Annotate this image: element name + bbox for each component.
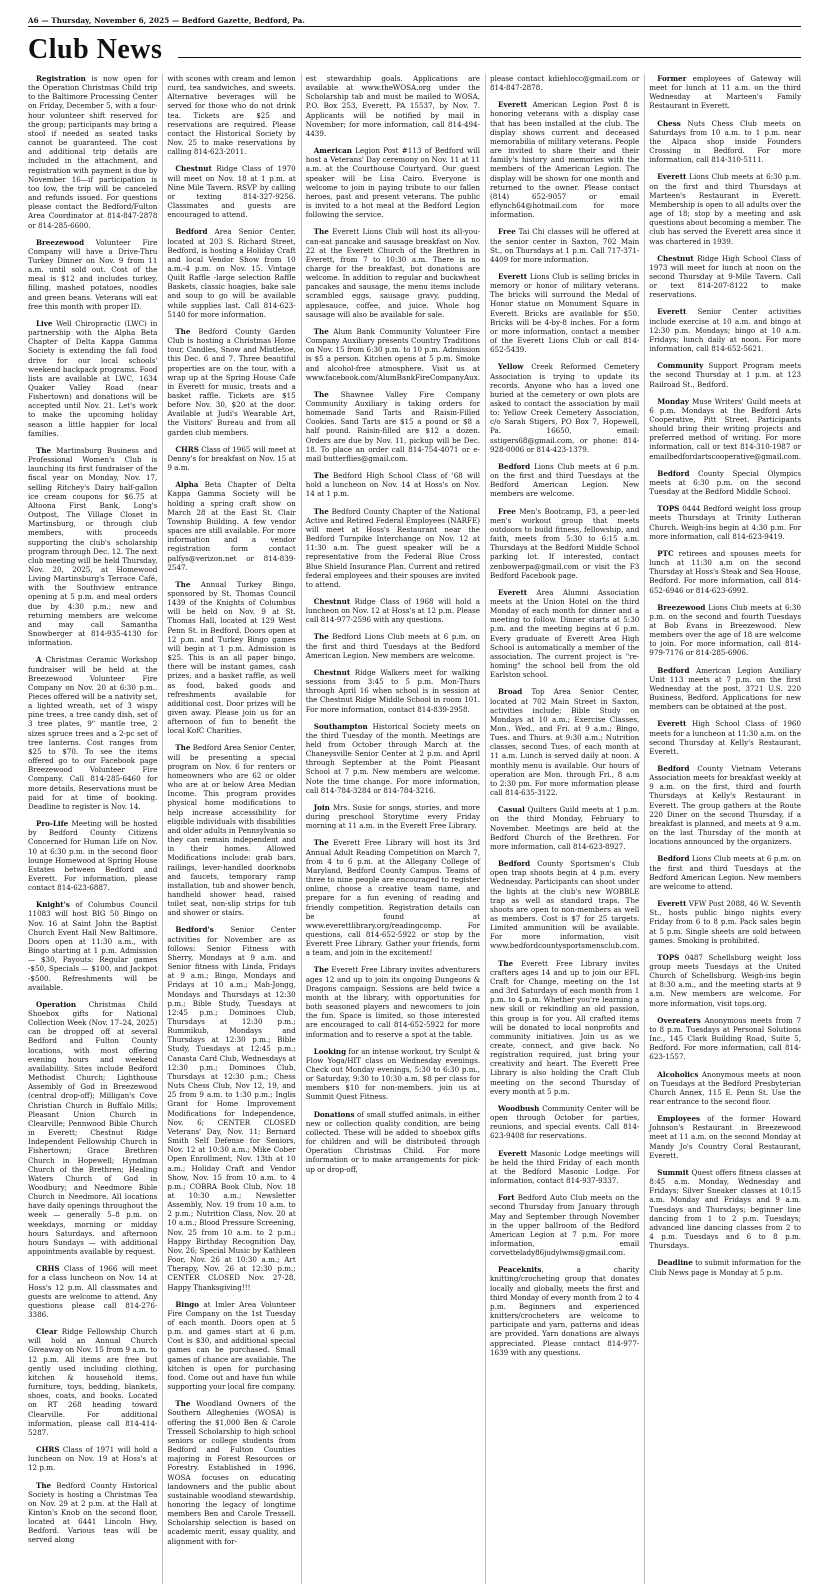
notice-lead: Live xyxy=(36,318,53,328)
club-notice xyxy=(167,227,295,319)
club-notice xyxy=(306,146,480,219)
club-notice xyxy=(490,588,639,680)
club-notice xyxy=(306,803,480,830)
club-notice xyxy=(649,254,801,300)
notice-body: Community Center will be open through October for parties, reunions, and special events. Call 814-623-9408 for reservations. xyxy=(490,1103,640,1141)
notice-body: Senior Center activities include exercise at 10 a.m. and bingo at 12:30 p.m. Mondays; bingo at 10 a.m. Fridays; lunch daily at noon. For more information, call 814-652-5621. xyxy=(649,307,801,354)
notice-body: Nuts Chess Club meets on Saturdays from 10 a.m. to 1 p.m. near the Alpaca shop inside Founders Crossing in Bedford. For more information, call 814-310-5111. xyxy=(649,118,801,165)
notice-lead: Breezewood xyxy=(657,602,706,612)
notice-body: American Legion Auxiliary Unit 113 meets at 7 p.m. on the first Wednesday at the post, 3721 U.S. 220 Business, Bedford. Applications for new members can be obtained at the post. xyxy=(649,665,801,712)
notice-lead: Knight's xyxy=(36,900,70,910)
notice-body: , a charity knitting/crocheting group that donates locally and globally, meets the first and third Monday of every month from 2 to 4 p.m. Beginners and experienced knitters/crocheters are welcome to participate and yarn, patterns and ideas are provided. Yarn donations are always appreciated. Please contact 814-977-1639 with any questions. xyxy=(490,1265,640,1357)
notice-lead: Alpha xyxy=(175,480,199,490)
column-5 xyxy=(644,74,801,1584)
club-notice xyxy=(490,959,639,1096)
notice-body: Everett Free Library will host its 3rd Annual Adult Reading Competition on March 7, from 4 to 6 p.m. at the Allegany College of Maryland, Bedford County Campus. Teams of three to nine people are encouraged to register online, choose a creative team name, and prepare for a fun evening of reading and friendly competition. Registration details can be found at www.everettlibrary.org/readingcomp. For questions, call 814-652-5922 or stop by the Everett Free Library. Gather your friends, form a team, and join in the excitement! xyxy=(305,838,481,958)
notice-lead: Former xyxy=(657,74,687,83)
notice-lead: Chestnut xyxy=(657,253,694,263)
club-notice xyxy=(490,859,639,951)
notice-body: County Vietnam Veterans Association meets for breakfast weekly at 9 a.m. on the first, third and fourth Thursdays at Kelly's Restaurant in Everett. The group gathers at the Route 220 Diner on the second Thursday, if a breakfast is planned, and meets at 9 a.m. on the last Thursday of the month at locations announced by the organizers. xyxy=(649,764,801,847)
notice-body: Bedford County Historical Society is hosting a Christmas Tea on Nov. 29 at 2 p.m. at the Hall at Kinton's Knob on the second floor, located at 6441 Lincoln Hwy, Bedford. Various teas will be served along xyxy=(28,1480,158,1545)
club-notice xyxy=(649,1016,801,1062)
notice-body: High School Class of 1960 meets for a luncheon at 11:30 a.m. on the second Thursday at Kelly's Restaurant, Everett. xyxy=(649,719,801,756)
notice-body: at Imler Area Volunteer Fire Company on the 1st Tuesday of each month. Doors open at 5 p.m. and games start at 6 p.m. Cost is $30, and additional special games can be purchased. Small games of chance are available. The kitchen is open for purchasing food. Come out and have fun while supporting your local fire company. xyxy=(167,1299,296,1392)
notice-body: Lions Club meets at 6:30 p.m. on the second and fourth Tuesdays at Bob Evans in Breezewood. New members over the age of 18 are welcome to join. For more information, call 814-979-7176 or 814-285-6906. xyxy=(649,602,801,658)
notice-lead: Registration xyxy=(36,74,86,83)
club-notice xyxy=(167,327,295,437)
column-3 xyxy=(301,74,480,1584)
notice-body: Legion Post #113 of Bedford will host a Veterans' Day ceremony on Nov. 11 at 11 a.m. at the Courthouse Courtyard. Our guest speaker will be Lisa Cairo. Everyone is welcome to join in paying tribute to our fallen heroes, past and present veterans. The public is invited to a hot meal at the Bedford Legion following the service. xyxy=(305,146,481,220)
club-notice xyxy=(28,900,157,992)
club-notice xyxy=(490,1104,639,1141)
notice-body: Volunteer Fire Company will have a Drive-Thru Turkey Dinner on Nov. 9 from 11 a.m. until sold out. Cost of the meal is $12 and includes turkey, filling, mashed potatoes, noodles and green beans. Veterans will eat free this month with proper ID. xyxy=(28,237,158,311)
notice-body: Bedford Auto Club meets on the second Thursday from January through May and September through November in the upper ballroom of the Bedford American Legion at 7 p.m. For more information, email corvettelady86judylwms@gmail.com. xyxy=(490,1193,640,1258)
club-notice xyxy=(490,687,639,797)
notice-lead: CHRS xyxy=(36,1445,60,1455)
notice-body: Area Senior Center, located at 203 S. Richard Street, Bedford, is hosting a Holiday Craft and local Vendor Show from 10 a.m.-4 p.m. on Nov. 15. Vintage Quilt Raffle -large selection Raffle Baskets, classic hoagies, bake sale and soup to go will be available while supplies last. Call 814-623-5140 for more information. xyxy=(167,227,296,319)
notice-body: County Special Olympics meets at 6:30 p.m. on the second Tuesday at the Bedford Middle School. xyxy=(649,468,801,497)
notice-lead: Alcoholics xyxy=(657,1069,699,1079)
club-notice xyxy=(306,1047,480,1102)
club-notice xyxy=(28,238,157,311)
column-1 xyxy=(28,74,157,1584)
folio-divider xyxy=(28,26,801,27)
notice-body: Class of 1966 will meet for a class luncheon on Nov. 14 at Hoss's 12 p.m. All classmates and guests are welcome to attend. Any questions please call 814-276-3386. xyxy=(28,1264,158,1319)
notice-lead: The xyxy=(313,965,329,975)
notice-lead: Operation xyxy=(36,999,77,1009)
notice-body: Woodland Owners of the Southern Alleghenies (WOSA) is offering the $1,000 Ben & Carole Tressell Scholarship to high school seniors or college students from Bedford and Fulton Counties majoring in Forest Resources or Forestry. Established in 1996, WOSA focuses on educating landowners and the public about sustainable woodland stewardship, honoring the legacy of longtime members Ben and Carole Tressell. Scholarship selection is based on academic merit, essay quality, and alignment with for- xyxy=(167,1399,296,1546)
notice-body: Christmas Ceramic Workshop fundraiser will be held at the Breezewood Volunteer Fire Company on Nov. 20 at 6:30 p.m.. Pieces offered will be a nativity set, a lighted wreath, set of 3 wispy pine trees, a tree candy dish, set of 3 tree plates, 9" mantle tree, 2 sizes spruce trees and a 2-pc set of tree lanterns. Cost ranges from $25 to $70. To see the items offered go to our Facebook page Breezewood Volunteer Fire Company. Call 814-285-6460 for more details. Reservations must be paid for at time of booking. Deadline to register is Nov. 14. xyxy=(28,655,158,811)
notice-body: Mrs. Susie for songs, stories, and more during preschool Storytime every Friday morning at 11 a.m. in the Everett Free Library. xyxy=(305,802,481,831)
notice-body: Everett Free Library invites crafters ages 14 and up to join our EFL Craft for Change, meeting on the 1st and 3rd Saturdays of each month from 1 p.m. to 4 p.m. Whether you're learning a new skill or rekindling an old passion, this group is for you. All crafted items will be donated to local nonprofits and community initiatives. Join us as we create, connect, and give back. No registration required, just bring your creativity and heart. The Everett Free Library is also holding the Craft Club meeting on the second Thursday of every month at 5 p.m. xyxy=(490,958,640,1096)
notice-lead: The xyxy=(175,1399,191,1409)
notice-body: Support Program meets the second Thursday at 1 p.m. at 123 Railroad St., Bedford. xyxy=(649,361,801,389)
notice-lead: The xyxy=(313,227,329,237)
notice-body: est stewardship goals. Applications are available at www.theWOSA.org under the Scholarship tab and must be mailed to WOSA, P.O. Box 253, Everett, PA 15537, by Nov. 7. Applicants will be notified by mail in November; for more information, call 814-494-4439. xyxy=(305,74,481,138)
club-notice xyxy=(649,361,801,388)
notice-body: Ridge Class of 1970 will meet on Nov. 18 at 1 p.m. at Nine Mile Tavern. RSVP by calling or texting 814-327-9256. Classmates and guests are encouraged to attend. xyxy=(167,164,296,220)
notice-lead: The xyxy=(313,471,329,481)
notice-lead: The xyxy=(498,958,514,968)
club-notice xyxy=(649,397,801,461)
notice-lead: The xyxy=(313,632,329,642)
notice-body: Bedford Lions Club meets at 6 p.m. on the first and third Tuesdays at the Bedford American Legion. New members are welcome. xyxy=(305,632,481,660)
club-notice xyxy=(490,272,639,354)
notice-lead: Employees xyxy=(657,1114,701,1124)
notice-lead: Looking xyxy=(313,1046,347,1056)
column-2 xyxy=(162,74,295,1584)
notice-lead: The xyxy=(36,445,52,455)
notice-lead: The xyxy=(175,326,191,336)
notice-body: of the former Howard Johnson's Restaurant in Breezewood meet at 11 a.m. on the second Monday at Mandy Jo's Country Coral Restaurant, Everett. xyxy=(649,1114,801,1160)
club-notice xyxy=(649,603,801,658)
notice-body: Martinsburg Business and Professional Women's Club is launching its first fundraiser of the fiscal year on Monday, Nov. 17, selling Ritchey's Dairy half-gallon ice cream coupons for $6.75 at Altoona First Bank, Long's Outpost, The Village Closet in Martinsburg, or through club members, with proceeds supporting the club's scholarship program through Dec. 12. The next club meeting will be held Thursday, Nov. 20, 2025, at Homewood Living Martinsburg's Terrace Café, with the Southview entrance opening at 5 p.m. and meal orders due by 4:30 p.m.; new and returning members are welcome and may call Samantha Snowberger at 814-935-4130 for information. xyxy=(28,445,158,648)
notice-body: Annual Turkey Bingo, sponsored by St. Thomas Council 1439 of the Knights of Columbus will be held on Nov. 9 at St. Thomas Hall, located at 129 West Penn St. in Bedford. Doors open at 12 p.m. and Turkey Bingo games will begin at 1 p.m. Admission is $25. This is an all paper bingo, there will be instant games, cash prizes, and a basket raffle, as well as food, baked goods and refreshments available for additional cost. Door prizes will be given away. Please join us for an afternoon of fun to benefit the local KofC Charities. xyxy=(167,579,296,736)
club-notice xyxy=(28,74,157,230)
notice-lead: Clear xyxy=(36,1327,58,1337)
club-notice xyxy=(306,722,480,795)
notice-body: Quilters Guild meets at 1 p.m. on the third Monday, February to November. Meetings are held at the Bedford Church of the Brethren. For more information, call 814-623-8927. xyxy=(490,805,640,851)
notice-lead: PTC xyxy=(657,548,674,558)
club-notice xyxy=(28,1000,157,1256)
notice-lead: The xyxy=(175,579,191,589)
notice-lead: Bedford's xyxy=(175,925,214,935)
club-notice xyxy=(649,953,801,1008)
club-notice xyxy=(649,854,801,891)
notice-lead: Everett xyxy=(498,587,528,597)
notice-body: Bedford Area Senior Center, will be presenting a special program on Nov. 6 for renters or homeowners who are 62 or older who are at or below Area Median Income. This program provides physical home modifications to help increase accessibility for eligible individuals with disabilities and older adults in Pennsylvania so they can remain independent and in their homes. Allowed Modifications include: grab bars, railings, lever-handled doorknobs and faucets, temporary ramp installation, tub and shower bench, handheld shower head, raised toilet seat, non-slip strips for tub and shower or stairs. xyxy=(167,743,296,918)
notice-lead: The xyxy=(313,838,329,848)
notice-lead: Broad xyxy=(498,687,523,697)
notice-lead: Chestnut xyxy=(313,596,351,606)
notice-body: Anonymous meets at noon on Tuesdays at the Bedford Presbyterian Church Annex, 115 E. Penn St. Use the rear entrance to the second floor. xyxy=(649,1069,801,1106)
club-notice xyxy=(306,1110,480,1174)
notice-body: Ridge High School Class of 1973 will meet for lunch at noon on the second Thursday at 9-Mile Tavern. Call or text 814-207-8122 to make reservations. xyxy=(649,253,801,300)
club-notice xyxy=(490,507,639,580)
notice-body: Beta Chapter of Delta Kappa Gamma Society will be holding a spring craft show on March 28 at the East St. Clair Township Building. A few vendor spaces are still available. For more information and a vendor registration form contact palfys@verizon.net or 814-839-2547. xyxy=(167,480,296,572)
notice-body: Meeting will be hosted by Bedford County Citizens Concerned for Human Life on Nov. 10 at 6:30 p.m. in the second floor lounge Homewood at Spring House Estates between Bedford and Everett. For information, please contact 814-623-6887. xyxy=(28,819,158,893)
club-notice xyxy=(167,580,295,736)
notice-lead: Bingo xyxy=(175,1299,200,1309)
notice-body: Shawnee Valley Fire Company Community Auxiliary is taking orders for homemade Sand Tarts and Raisin-Filled Cookies. Sand Tarts are $15 a pound or $8 a half pound. Raisin-filled are $12 a dozen. Orders are due by Nov. 11, pickup will be Dec. 18. To place an order call 814-754-4071 or e-mail butterflies@gmail.com. xyxy=(305,389,481,463)
club-notice xyxy=(649,307,801,353)
club-notice xyxy=(649,469,801,496)
notice-body: County Sportsmen's Club open trap shoots begin at 4 p.m. every Wednesday. Participants can shoot under the lights at the club's new WOBBLE trap as well as standard traps. The shoots are open to non-members as well as members. Cost is $7 for 25 targets. Limited ammunition will be available. For more information, visit www.bedfordcountysportsmensclub.com. xyxy=(490,859,640,951)
notice-lead: Everett xyxy=(657,172,687,182)
notice-lead: TOPS xyxy=(657,504,680,514)
notice-body: Class of 1971 will hold a luncheon on Nov. 19 at Hoss's at 12 p.m. xyxy=(28,1445,158,1473)
notice-body: American Legion Post 8 is honoring veterans with a display case that has been installed at the club. The display shows current and deceased memorabilia of military veterans. People are invited to share their and their family's history and memories with the members of the American Legion. The display will be shown for one month and returned to the owner. Please contact (814) 652-9057 or email eflynch64@hotmail.com for more information. xyxy=(490,100,640,220)
club-notice xyxy=(306,327,480,382)
notice-body: Muse Writers' Guild meets at 6 p.m. Mondays at the Bedford Arts Cooperative, Pitt Street. Participants should bring their writing projects and preferred method of writing. For more information, call or text 814-310-1987 or emailbedfordartscooperative@gmail.com. xyxy=(649,396,801,461)
notice-lead: Pro-Life xyxy=(36,819,69,829)
notice-body: Creek Reformed Cemetery Association is trying to update its records. Anyone who has a loved one buried at the cemetery or own plots are asked to contact the association by mail to: Yellow Creek Cemetery Association, c/o Sarah Stigers, PO Box 7, Hopewell, Pa. 16650, email: sstigers68@gmail.com, or phone: 814-928-0006 or 814-423-1379. xyxy=(490,362,640,454)
notice-lead: American xyxy=(313,146,352,156)
notice-lead: Everett xyxy=(498,271,528,281)
notice-body: with scones with cream and lemon curd, tea sandwiches, and sweets. Alternative beverages will be served for those who do not drink tea. Tickets are $25 and reservations are required. Please contact the Historical Society by Nov. 25 to make reservations by calling 814-623-2011. xyxy=(167,74,296,157)
notice-body: Area Alumni Association meets at the Union Hotel on the third Monday of each month for dinner and a meeting to follow. Dinner starts at 5:30 p.m. and the meeting begins at 6 p.m. Every graduate of Everett Area High School is automatically a member of the association. The current project is "re-homing" the school bell from the old Earlston school. xyxy=(490,587,640,680)
notice-body: Bedford High School Class of '68 will hold a luncheon on Nov. 14 at Hoss's on Nov. 14 at 1 p.m. xyxy=(305,471,481,499)
club-notice xyxy=(167,480,295,572)
notice-lead: Bedford xyxy=(657,468,690,478)
club-notice xyxy=(306,390,480,463)
notice-lead: Free xyxy=(498,506,516,516)
notice-lead: Bedford xyxy=(657,764,690,773)
notice-body: Ridge Fellowship Church will hold an Annual Church Giveaway on Nov. 15 from 9 a.m. to 12 p.m. All items are free but gently used including clothing, kitchen & household items, furniture, toys, bedding, blankets, shoes, coats, and books. Located on RT 268 heading toward Clearville. For additional information, please call 814-414-5287. xyxy=(28,1327,158,1437)
notice-body: Tai Chi classes will be offered at the senior center in Saxton, 702 Main St., on Thursdays at 1 p.m. Call 717-371-4409 for more information. xyxy=(490,227,640,264)
notice-lead: Peaceknits xyxy=(498,1265,542,1275)
club-notice xyxy=(490,1193,639,1257)
notice-lead: Overeaters xyxy=(657,1015,701,1025)
notice-body: Anonymous meets from 7 to 8 p.m. Tuesdays at Personal Solutions Inc., 145 Clark Building Road, Suite 5, Bedford. For more information, call 814-623-1557. xyxy=(649,1015,801,1062)
club-notice xyxy=(28,1481,157,1545)
notice-body: Well Chiropractic (LWC) in partnership with the Alpha Beta Chapter of Delta Kappa Gamma Society is extending the fall food drive for our local schools' weekend backpack programs. Food lists are available at LWC, 1634 Quaker Valley Road (near Fishertown) and donations will be accepted until Nov. 21. Let's work to make the upcoming holiday season a little happier for local families. xyxy=(28,318,158,438)
notice-lead: Bedford xyxy=(657,665,690,675)
title-divider xyxy=(178,57,801,58)
notice-body: Everett Lions Club will host its all-you-can-eat pancake and sausage breakfast on Nov. 22 at the Everett Church of the Brethren in Everett, from 7 to 10:30 a.m. There is no charge for the breakfast, but donations are welcome. In addition to regular and buckwheat pancakes and sausage, the menu items include scrambled eggs, sausage gravy, pudding, applesauce, coffee, and juice. Whole hog sausage will also be available for sale. xyxy=(305,227,481,319)
club-notice xyxy=(306,471,480,498)
notice-body: to submit information for the Club News page is Monday at 5 p.m. xyxy=(649,1258,801,1277)
notice-lead: The xyxy=(313,389,329,399)
club-notice xyxy=(649,1258,801,1276)
club-notice xyxy=(306,74,480,138)
club-notice xyxy=(649,504,801,541)
club-notice xyxy=(28,1327,157,1437)
notice-body: VFW Post 2088, 46 W. Seventh St., hosts public bingo nights every Friday from 6 to 8 p.m. Pack sales begin at 5 p.m. Single sheets are sold between games. Smoking is prohibited. xyxy=(649,899,801,945)
notice-lead: Fort xyxy=(498,1193,515,1203)
notice-body: of small stuffed animals, in either new or collection quality condition, are being collected. These will be added to shoebox gifts for children and will be distributed through Operation Christmas Child. For more information or to make arrangements for pick-up or drop-off, xyxy=(305,1109,481,1174)
page-folio: A6 — Thursday, November 6, 2025 — Bedford Gazette, Bedford, Pa. xyxy=(28,16,305,25)
notice-lead: The xyxy=(175,743,191,753)
club-notice xyxy=(490,1149,639,1186)
notice-body: retirees and spouses meets for lunch at 11:30 a.m on the second Thursday at Hoss's Steak and Sea House, Bedford. For more information, call 814-652-6946 or 814-623-6992. xyxy=(649,548,801,595)
notice-lead: Bedford xyxy=(498,859,531,869)
notice-lead: Breezewood xyxy=(36,237,85,247)
club-notice xyxy=(167,74,295,156)
notice-lead: CRHS xyxy=(36,1264,60,1274)
club-notice xyxy=(306,632,480,659)
notice-body: Lions Club meets at 6 p.m. on the first and third Tuesdays at the Bedford American Legion. New members are welcome to attend. xyxy=(649,854,801,891)
notice-lead: TOPS xyxy=(657,952,680,962)
club-notice xyxy=(649,1070,801,1107)
notice-lead: Chess xyxy=(657,118,681,128)
notice-lead: Bedford xyxy=(498,461,531,471)
notice-body: please contact kdiehlocc@gmail.com or 814-847-2878. xyxy=(490,74,640,93)
notice-body: Senior Center activities for November are as follows: Senior Fitness with Sherry, Mondays at 9 a.m. and Senior fitness with Linda, Fridays at 9 a.m.; Bingo, Mondays and Fridays at 10 a.m.; Mah-Jongg, Mondays and Thursdays at 12:30 p.m.; Bible Study, Tuesdays at 12:45 p.m.; Dominoes Club, Thursdays at 12:30 p.m.; Rummikub, Mondays and Thursdays at 12:30 p.m.; Bible Study, Tuesdays at 12:45 p.m.; Canasta Card Club, Wednesdays at 12:30 p.m.; Dominoes Club, Thursdays at 12:30 p.m.; Chess Nuts Chess Club, Nov 12, 19, and 25 from 9 a.m. to 1:30 p.m.; Inglis Grant for Home Improvement Modifications for Independence, Nov. 6; CENTER CLOSED Veterans' Day, Nov. 11; Bernard Smith Self Defense for Seniors, Nov. 12 at 10:30 a.m.; Mike Cober Open Enrollment, Nov. 13th at 10 a.m.; Holiday Craft and Vendor Show, Nov. 15 from 10 a.m. to 4 p.m.; COBRA Book Club, Nov. 18 at 10:30 a.m.; Newsletter Assembly, Nov. 19 from 10 a.m. to 2 p.m.; Nutrition Class, Nov. 20 at 10 a.m.; Blood Pressure Screening, Nov. 25 from 10 a.m. to 2 p.m.; Happy Birthday Recognition Day, Nov. 26; Special Music by Kathleen Foor, Nov. 26 at 10:30 a.m.; Art Therapy, Nov. 26 at 12:30 p.m.; CENTER CLOSED Nov. 27-28, Happy Thanksgiving!!! xyxy=(167,925,296,1292)
notice-lead: Join xyxy=(313,802,330,812)
club-notice xyxy=(167,164,295,219)
notice-lead: Bedford xyxy=(175,227,208,237)
notice-body: Lions Club is selling bricks in memory or honor of military veterans. The bricks will surround the Medal of Honor statue on Monument Square in Everett. Bricks are available for $50. Bricks will be 4-by-8 inches. For a form or more information, contact a member of the Everett Lions Club or call 814-652-5439. xyxy=(490,271,640,355)
club-notice xyxy=(306,838,480,957)
notice-body: is now open for the Operation Christmas Child trip to the Baltimore Processing Center on Friday, December 5, with a four-hour volunteer shift reserved for the group; participants may bring a stool if needed as seated tasks cannot be guaranteed. The cost and additional trip details are included in the attachment, and registration with payment is due by November 16—if participation is too low, the trip will be canceled and refunds issued. For questions please contact the Bedford/Fulton Area Coordinator at 814-847-2878 or 814-285-6600. xyxy=(28,74,158,230)
notice-body: Quest offers fitness classes at 8:45 a.m. Monday, Wednesday and Fridays; Silver Sneaker classes at 10:15 a.m. Monday and Fridays and 9 a.m. Tuesdays and Thursdays; beginner line dancing from 1 to 2 p.m. Tuesdays; advanced line dancing classes from 2 to 4 p.m. Tuesdays and 6 to 8 p.m. Thursdays. xyxy=(649,1167,801,1251)
club-notice xyxy=(306,668,480,714)
notice-lead: Everett xyxy=(657,307,687,317)
club-notice xyxy=(490,362,639,454)
notice-lead: The xyxy=(313,326,329,336)
club-notice xyxy=(490,462,639,499)
notice-body: Christmas Child Shoebox gifts for National Collection Week (Nov. 17–24, 2025) can be dropped off at several Bedford and Fulton County locations, with most offering evening hours and weekend availability. Sites include Bedford Methodist Church; Lighthouse Assembly of God in Breezewood (central drop-off); Milligan's Cove Christian Church in Buffalo Mills; Pleasant Union Church in Clearville; Pennwood Bible Church in Everett; Chestnut Ridge Independent Fellowship Church in Fishertown; Grace Brethren Church in Hopewell; Hyndman Church of the Brethren; Healing Waters Church of God in Woodbury; and Needmore Bible Church in Needmore. All locations have daily openings throughout the week — generally 5–8 p.m. on weekdays, morning or midday hours Saturdays, and afternoon hours Sundays — with additional appointments available by request. xyxy=(28,999,158,1257)
notice-body: Historical Society meets on the third Tuesday of the month. Meetings are held from October through March at the Chaneysville Senior Center at 2 p.m. and April through September at the Point Pleasant School at 7 p.m. New members are welcome. Note the time change. For more information, call 814-784-3284 or 814-784-3216. xyxy=(305,721,481,795)
notice-body: for an intense workout, try Sculpt & Flow Yoga/HIT class on Wednesday evenings. Check out Monday evenings, 5:30 to 6:30 p.m., or Saturday, 9:30 to 10:30 a.m. $8 per class for members $10 for non-members. join us at Summit Quest Fitness. xyxy=(305,1046,481,1102)
club-notice xyxy=(28,1445,157,1472)
notice-body: Lions Club meets at 6 p.m. on the first and third Tuesdays at the Bedford American Legion. New members are welcome. xyxy=(490,461,640,499)
club-notice xyxy=(649,1114,801,1160)
club-notice xyxy=(28,655,157,811)
notice-lead: Yellow xyxy=(498,362,524,372)
notice-lead: Monday xyxy=(657,396,689,406)
notice-lead: Free xyxy=(498,227,516,237)
club-notice xyxy=(490,74,639,92)
notice-body: Class of 1965 will meet at Denny's for breakfast on Nov. 15 at 9 a.m. xyxy=(167,444,296,473)
club-notice xyxy=(28,1264,157,1319)
notice-body: Men's Bootcamp, F3, a peer-led men's workout group that meets outdoors to build fitness, fellowship, and faith, meets from 5:30 to 6:15 a.m. Thursdays at the Bedford Middle School parking lot. If interested, contact zenbowerpa@gmail.com or visit the F3 Bedford Facebook page. xyxy=(490,506,640,580)
club-notice xyxy=(306,227,480,319)
notice-body: Bedford County Chapter of the National Active and Retired Federal Employees (NARFE) will meet at Hoss's Restaurant near the Bedford Turnpike Interchange on Nov. 12 at 11:30 a.m. The guest speaker will be a representative from the Federal Blue Cross Blue Shield Insurance Plan. Current and retired federal employees and their spouses are invited to attend. xyxy=(305,506,481,589)
club-notice xyxy=(167,743,295,917)
notice-lead: A xyxy=(36,655,42,665)
club-notice xyxy=(167,1300,295,1392)
club-notice xyxy=(167,925,295,1291)
club-notice xyxy=(490,1265,639,1357)
notice-lead: Southampton xyxy=(313,721,368,731)
notice-body: Ridge Class of 1968 will hold a luncheon on Nov. 12 at Hoss's at 12 p.m. Please call 814-977-2596 with any questions. xyxy=(305,596,481,625)
article-columns xyxy=(28,74,801,1584)
column-4 xyxy=(485,74,639,1584)
notice-body: Masonic Lodge meetings will be held the third Friday of each month at the Bedford Masonic Lodge. For information, contact 814-937-9337. xyxy=(490,1148,640,1186)
notice-lead: Everett xyxy=(498,1148,528,1158)
notice-lead: CHRS xyxy=(175,444,199,454)
notice-lead: The xyxy=(313,506,329,516)
notice-body: Top Area Senior Center, located at 702 Main Street in Saxton, activities include; Bible Study on Mondays at 10 a.m.; Exercise Classes, Mon., Wed., and Fri. at 9 a.m.; Bingo, Tues. and Thurs. at 9:30 a.m.; Nutrition classes, second Tues. of each month at 11 a.m. Lunch is served daily at noon. A monthly menu is available. Our hours of operation are Mon. through Fri., 8 a.m to 2:30 pm. For more information please call 814-635-3122. xyxy=(490,687,640,798)
notice-body: employees of Gateway will meet for lunch at 11 a.m. on the third Wednesday at Marteen's Family Restaurant in Everett. xyxy=(649,74,801,111)
club-notice xyxy=(649,899,801,945)
club-notice xyxy=(490,100,639,219)
notice-lead: Bedford xyxy=(657,854,690,864)
notice-lead: Everett xyxy=(498,100,528,110)
notice-body: Bedford County Garden Club is hosting a Christmas Home tour, Candles, Snow and Mistletoe, this Dec. 6 and 7. Three beautiful properties are on the tour, with a wrap up at the Spring House Cafe in Everett for music, treats and a basket raffle. Tickets are $15 before Nov. 30, $20 at the door. Available at Judi's Wearable Art, the Visitors' Bureau and from all garden club members. xyxy=(167,326,296,437)
club-notice xyxy=(167,445,295,472)
notice-lead: Chestnut xyxy=(313,667,351,677)
notice-lead: Deadline xyxy=(657,1258,693,1268)
club-notice xyxy=(306,597,480,624)
club-notice xyxy=(28,819,157,892)
notice-body: of Columbus Council 11083 will host BIG 50 Bingo on Nov. 16 at Saint John the Baptist Church Event Hall New Baltimore. Doors open at 11:30 a.m., with Bingo starting at 1 p.m. Admission — $30, Payouts: Regular games -$50, Specials — $100, and Jackpot -$500. Refreshments will be available. xyxy=(28,900,158,992)
club-notice xyxy=(649,74,801,111)
club-notice xyxy=(649,719,801,756)
club-notice xyxy=(649,549,801,595)
club-notice xyxy=(649,764,801,846)
club-notice xyxy=(649,666,801,712)
notice-body: 0444 Bedford weight loss group meets Thursdays at Trinity Lutheran Church. Weigh-ins begin at 4:30 p.m. For more information, call 814-623-9419. xyxy=(649,504,801,541)
notice-body: Ridge Walkers meet for walking sessions from 3:45 to 5 p.m. Mon-Thurs through April 16 when school is in session at the Chestnut Ridge Middle School in room 101. For more information, contact 814-839-2958. xyxy=(305,667,481,714)
notice-lead: Community xyxy=(657,361,704,371)
notice-lead: Everett xyxy=(657,719,687,729)
club-notice xyxy=(490,805,639,851)
club-notice xyxy=(306,507,480,589)
club-notice xyxy=(490,227,639,264)
section-title: Club News xyxy=(28,34,163,65)
club-notice xyxy=(28,446,157,647)
club-notice xyxy=(649,172,801,245)
notice-body: Alum Bank Community Volunteer Fire Company Auxiliary presents Country Traditions on Nov. 15 from 6:30 p.m. to 10 p.m. Admission is $5 a person. Kitchen opens at 5 p.m. Smoke and alcohol-free atmosphere. Visit us at www.facebook.com/AlumBankFireCompanyAux. xyxy=(305,326,481,382)
club-notice xyxy=(649,119,801,165)
notice-lead: Chestnut xyxy=(175,164,212,174)
notice-lead: Summit xyxy=(657,1167,689,1177)
notice-body: Everett Free Library invites adventurers ages 12 and up to join its ongoing Dungeons & Dragons campaign. Sessions are held twice a month at the library, with opportunities for both seasoned players and newcomers to join the fun. Space is limited, so those interested are encouraged to call 814-652-5922 for more information and to reserve a spot at the table. xyxy=(305,965,481,1039)
notice-lead: Casual xyxy=(498,805,525,815)
notice-body: 0487 Schellsburg weight loss group meets Tuesdays at the United Church of Schellsburg. Weigh-ins begin at 8:30 a.m., and the meeting starts at 9 a.m. New members are welcome. For more information, visit tops.org. xyxy=(649,952,801,1008)
club-notice xyxy=(306,965,480,1038)
notice-lead: The xyxy=(36,1480,52,1490)
notice-lead: Donations xyxy=(313,1109,355,1119)
club-notice xyxy=(649,1168,801,1250)
club-notice xyxy=(167,1399,295,1546)
notice-lead: Woodbush xyxy=(498,1103,540,1113)
notice-body: Lions Club meets at 6:30 p.m. on the first and third Thursdays at Marteen's Restaurant in Everett. Membership is open to all adults over the age of 18; stop by a meeting and ask questions about becoming a member. The club has served the Everett area since it was chartered in 1939. xyxy=(649,172,801,246)
club-notice xyxy=(28,319,157,438)
notice-lead: Everett xyxy=(657,899,687,909)
